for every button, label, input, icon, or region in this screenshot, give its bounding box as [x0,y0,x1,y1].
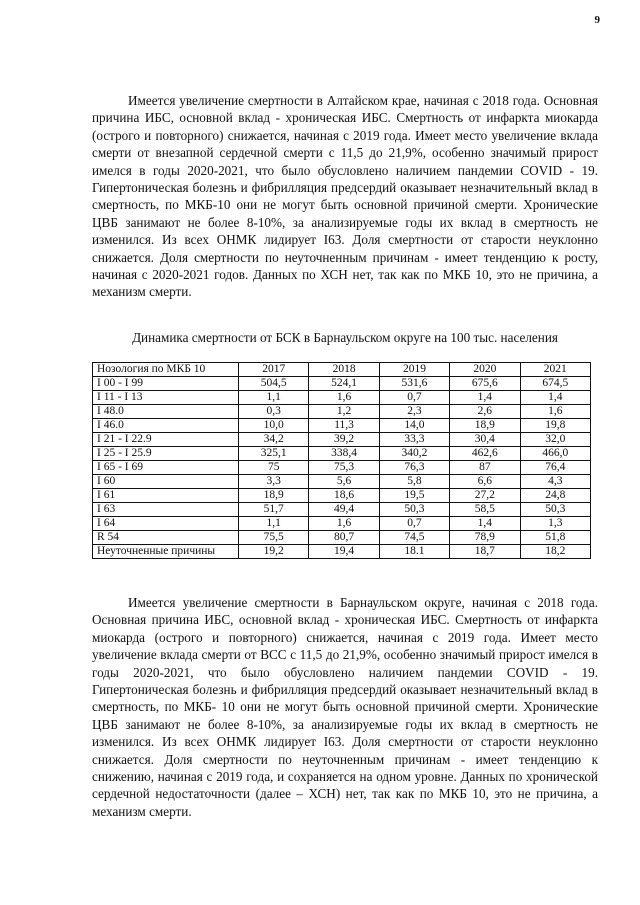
table-cell-nosology: I 46.0 [93,419,239,433]
header-2021: 2021 [520,363,590,377]
table-caption: Динамика смертности от БСК в Барнаульском округе на 100 тыс. населения [132,330,558,345]
table-cell-value: 50,3 [379,503,449,517]
table-cell-value: 531,6 [379,377,449,391]
table-cell-value: 49,4 [309,503,379,517]
table-row [93,433,591,447]
table-cell-nosology: I 48.0 [93,405,239,419]
table-cell-nosology: I 21 - I 22.9 [93,433,239,447]
table-cell-value: 2,6 [450,405,520,419]
header-2020: 2020 [450,363,520,377]
table-cell-value: 1,6 [520,405,590,419]
table-cell-value: 75,5 [239,531,309,545]
table-cell-value: 1,4 [450,391,520,405]
table-cell-value: 1,4 [520,391,590,405]
table-row [93,475,591,489]
table-cell-value: 5,8 [379,475,449,489]
table-cell-value: 30,4 [450,433,520,447]
table-cell-value: 75,3 [309,461,379,475]
table-cell-value: 32,0 [520,433,590,447]
page-number: 9 [594,14,600,26]
table-cell-value: 74,5 [379,531,449,545]
header-2017: 2017 [239,363,309,377]
table-cell-value: 524,1 [309,377,379,391]
table-cell-value: 1,6 [309,517,379,531]
table-cell-value: 5,6 [309,475,379,489]
table-row [93,447,591,461]
table-cell-nosology: Неуточненные причины [93,545,239,559]
table-cell-value: 2,3 [379,405,449,419]
table-cell-value: 24,8 [520,489,590,503]
table-cell-nosology: I 11 - I 13 [93,391,239,405]
mortality-table [92,362,591,559]
table-cell-value: 0,7 [379,517,449,531]
table-cell-value: 1,1 [239,517,309,531]
table-row [93,419,591,433]
table-cell-nosology: I 00 - I 99 [93,377,239,391]
header-2018: 2018 [309,363,379,377]
table-cell-value: 58,5 [450,503,520,517]
table-cell-value: 466,0 [520,447,590,461]
table-cell-value: 18,2 [520,545,590,559]
table-cell-value: 51,8 [520,531,590,545]
table-cell-value: 3,3 [239,475,309,489]
table-cell-value: 674,5 [520,377,590,391]
table-row [93,405,591,419]
table-cell-value: 6,6 [450,475,520,489]
table-cell-value: 76,3 [379,461,449,475]
table-cell-value: 340,2 [379,447,449,461]
table-cell-value: 19,2 [239,545,309,559]
table-cell-nosology: I 63 [93,503,239,517]
table-cell-value: 10,0 [239,419,309,433]
table-cell-value: 19,4 [309,545,379,559]
table-cell-value: 33,3 [379,433,449,447]
table-cell-value: 51,7 [239,503,309,517]
table-cell-value: 76,4 [520,461,590,475]
table-cell-value: 34,2 [239,433,309,447]
table-cell-value: 14,0 [379,419,449,433]
table-cell-value: 39,2 [309,433,379,447]
table-cell-value: 462,6 [450,447,520,461]
table-cell-nosology: I 61 [93,489,239,503]
table-row [93,461,591,475]
table-cell-value: 1,4 [450,517,520,531]
table-cell-value: 0,7 [379,391,449,405]
table-cell-value: 1,1 [239,391,309,405]
table-cell-value: 18,7 [450,545,520,559]
table-row [93,489,591,503]
table-cell-nosology: R 54 [93,531,239,545]
table-cell-value: 18.1 [379,545,449,559]
table-cell-nosology: I 25 - I 25.9 [93,447,239,461]
table-row [93,517,591,531]
table-cell-value: 1,3 [520,517,590,531]
table-cell-value: 80,7 [309,531,379,545]
table-cell-nosology: I 60 [93,475,239,489]
table-cell-nosology: I 65 - I 69 [93,461,239,475]
table-row [93,531,591,545]
table-cell-value: 325,1 [239,447,309,461]
paragraph-altai: Имеется увеличение смертности в Алтайском крае, начиная с 2018 года. Основная причина ИБС, основной вклад - хроническая ИБС. Смертность от инфаркта миокарда (острого и повторного) снижается, начиная с 2019 года. Имеет место увеличение вклада смерти от внезапной сердечной смерти с 11,5 до 21,9%, особенно значимый прирост имелся в годы 2020-2021, что было обусловлено наличием пандемии COVID - 19. Гипертоническая болезнь и фибрилляция предсердий оказывает незначительный вклад в смертность, по МКБ-10 они не могут быть основной причиной смерти. Хронические ЦВБ занимают не более 8-10%, за анализируемые годы их вклад в смертность не изменился. Из всех ОНМК лидирует I63. Доля смертности от старости неуклонно снижается. Доля смертности по неуточненным причинам - имеет тенденцию к росту, начиная с 2020-2021 годов. Данных по ХСН нет, так как по МКБ 10, это не причина, а механизм смерти. [92,93,598,300]
header-2019: 2019 [379,363,449,377]
table-cell-value: 19,8 [520,419,590,433]
header-nosology: Нозология по МКБ 10 [93,363,239,377]
paragraph-barnaul: Имеется увеличение смертности в Барнаульском округе, начиная с 2018 года. Основная причина ИБС, основной вклад - хроническая ИБС. Смертность от инфаркта миокарда (острого и повторного) снижается, начиная с 2019 года. Имеет место увеличение вклада смерти от ВСС с 11,5 до 21,9%, особенно значимый прирост имелся в годы 2020-2021, что было обусловлено наличием пандемии COVID - 19. Гипертоническая болезнь и фибрилляция предсердий оказывает незначительный вклад в смертность, по МКБ- 10 они не могут быть основной причиной смерти. Хронические ЦВБ занимают не более 8-10%, за анализируемые годы их вклад в смертность не изменился. Из всех ОНМК лидирует I63. Доля смертности от старости неуклонно снижается. Доля смертности по неуточненным причинам - имеет тенденцию к снижению, начиная с 2019 года, и сохраняется на одном уровне. Данных по хронической сердечной недостаточности (далее – ХСН) нет, так как по МКБ 10, это не причина, а механизм смерти. [92,595,598,819]
table-header-row [93,363,591,377]
table-cell-value: 18,9 [239,489,309,503]
table-row [93,503,591,517]
table-cell-value: 87 [450,461,520,475]
table-body [93,377,591,559]
table-cell-value: 18,9 [450,419,520,433]
table-cell-nosology: I 64 [93,517,239,531]
table-cell-value: 4,3 [520,475,590,489]
table-cell-value: 50,3 [520,503,590,517]
table-row [93,377,591,391]
table-cell-value: 338,4 [309,447,379,461]
table-cell-value: 1,2 [309,405,379,419]
table-cell-value: 1,6 [309,391,379,405]
table-row [93,545,591,559]
table-cell-value: 19,5 [379,489,449,503]
table-cell-value: 675,6 [450,377,520,391]
table-cell-value: 27,2 [450,489,520,503]
table-cell-value: 0,3 [239,405,309,419]
table-row [93,391,591,405]
table-cell-value: 75 [239,461,309,475]
table-cell-value: 18,6 [309,489,379,503]
table-cell-value: 78,9 [450,531,520,545]
table-cell-value: 11,3 [309,419,379,433]
table-cell-value: 504,5 [239,377,309,391]
